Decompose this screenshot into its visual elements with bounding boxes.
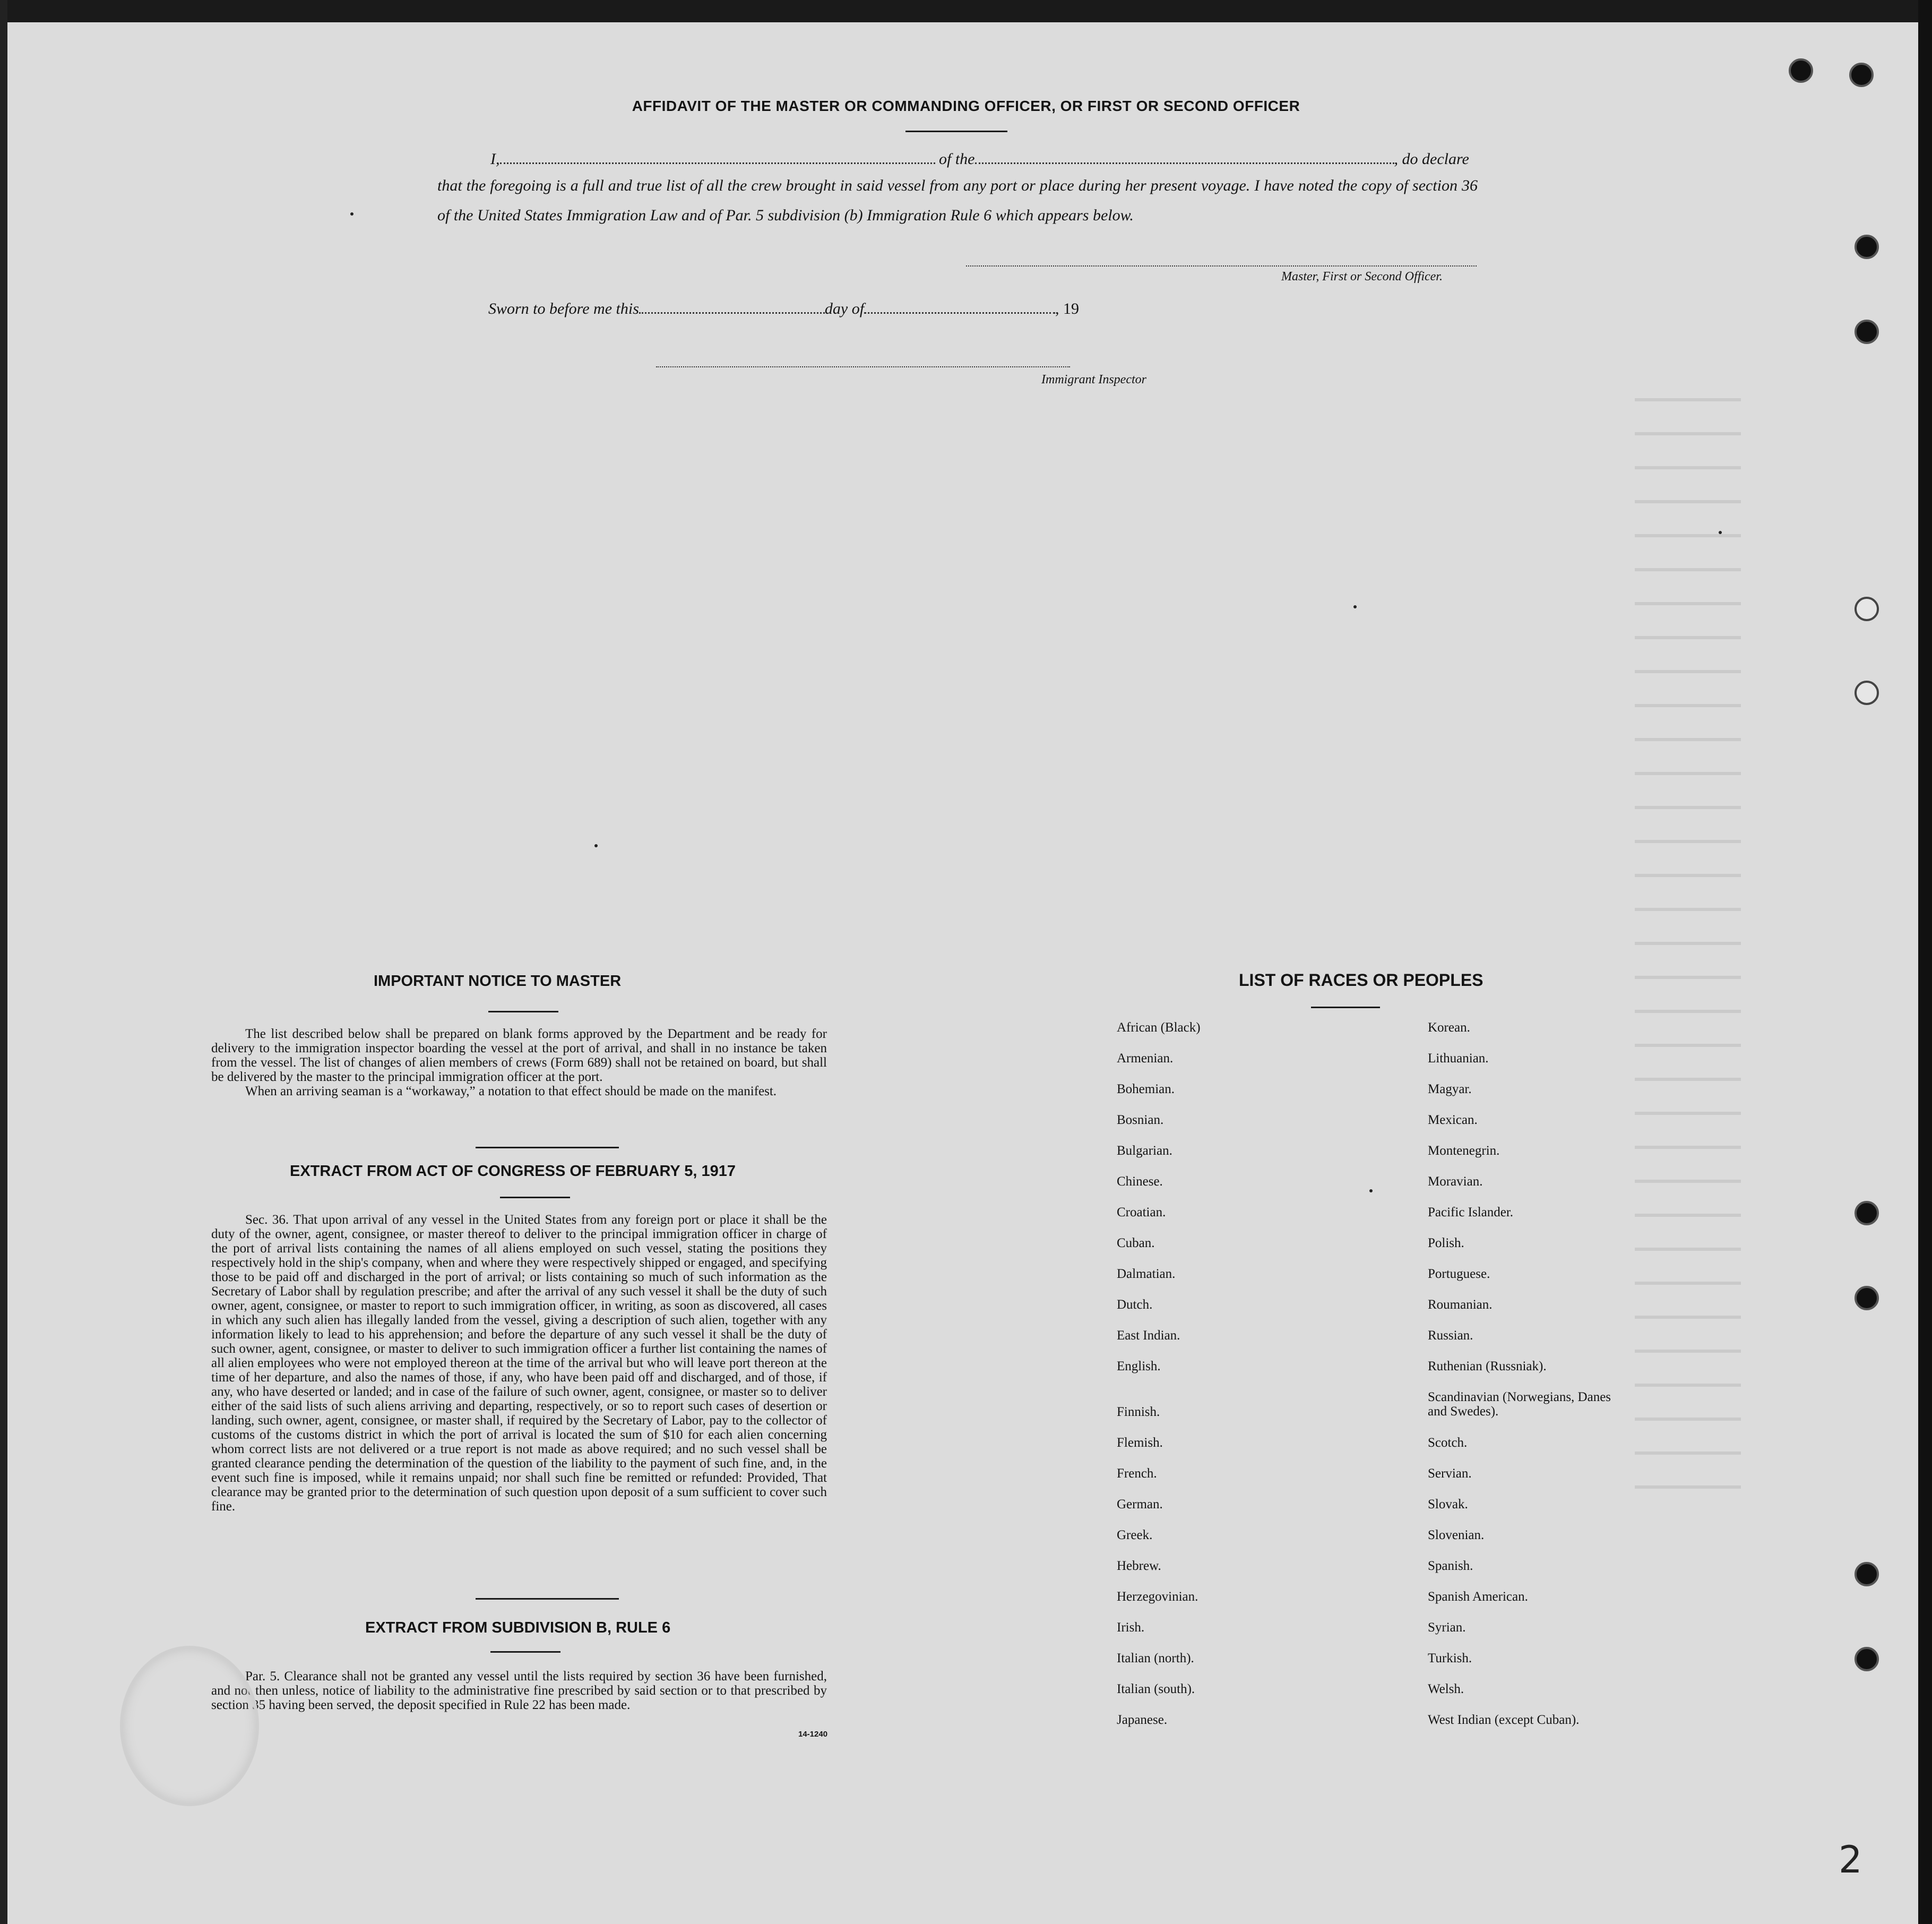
notice-title: IMPORTANT NOTICE TO MASTER xyxy=(374,973,622,990)
race-item: Montenegrin. xyxy=(1428,1144,1500,1158)
bleed-through-row xyxy=(1635,500,1741,503)
sworn-month-field[interactable] xyxy=(864,299,1055,314)
race-item: Hebrew. xyxy=(1117,1559,1161,1573)
bleed-through-row xyxy=(1635,908,1741,911)
sworn-prefix: Sworn to before me this xyxy=(488,300,639,317)
race-item: Italian (south). xyxy=(1117,1682,1195,1696)
race-item: French. xyxy=(1117,1466,1157,1481)
punch-hole-icon xyxy=(1855,681,1879,705)
race-item: East Indian. xyxy=(1117,1328,1180,1343)
sworn-day-label: day of xyxy=(824,300,865,317)
race-item: Armenian. xyxy=(1117,1051,1174,1066)
race-item: Greek. xyxy=(1117,1528,1153,1542)
race-item: Chinese. xyxy=(1117,1174,1163,1189)
race-item: Scotch. xyxy=(1428,1436,1468,1450)
race-item: German. xyxy=(1117,1497,1163,1511)
race-item: Bosnian. xyxy=(1117,1113,1164,1127)
bleed-through-row xyxy=(1635,1044,1741,1047)
bleed-through-row xyxy=(1635,432,1741,435)
bleed-through-row xyxy=(1635,1384,1741,1387)
scan-border-top xyxy=(0,0,1932,22)
handwritten-mark: 2 xyxy=(1839,1838,1862,1882)
sworn-year-label: , 19 xyxy=(1055,300,1080,317)
bleed-through-row xyxy=(1635,466,1741,469)
punch-hole-icon xyxy=(1855,235,1879,259)
vessel-prefix: of the xyxy=(939,150,975,168)
race-item: Herzegovinian. xyxy=(1117,1590,1198,1604)
race-item: Slovenian. xyxy=(1428,1528,1485,1542)
bleed-through-row xyxy=(1635,738,1741,741)
speck xyxy=(350,212,353,216)
bleed-through-row xyxy=(1635,1282,1741,1285)
signature-label: Master, First or Second Officer. xyxy=(1281,270,1443,284)
bleed-through-row xyxy=(1635,568,1741,571)
race-item: Korean. xyxy=(1428,1020,1470,1035)
title-rule xyxy=(905,131,1007,132)
race-item: Spanish. xyxy=(1428,1559,1473,1573)
bleed-through-row xyxy=(1635,1485,1741,1489)
rule6-title: EXTRACT FROM SUBDIVISION B, RULE 6 xyxy=(365,1619,671,1636)
race-item: Russian. xyxy=(1428,1328,1473,1343)
scan-border-left xyxy=(0,0,7,1924)
race-item: Polish. xyxy=(1428,1236,1464,1250)
punch-hole-icon xyxy=(1789,58,1813,83)
punch-hole-icon xyxy=(1855,1201,1879,1225)
punch-hole-icon xyxy=(1855,597,1879,621)
race-item: Bulgarian. xyxy=(1117,1144,1172,1158)
declarant-name-field[interactable] xyxy=(500,150,935,164)
race-item: Scandinavian (Norwegians, Danes and Swedes). xyxy=(1428,1390,1611,1419)
bleed-through-row xyxy=(1635,840,1741,843)
bleed-through-row xyxy=(1635,1248,1741,1251)
bleed-through-row xyxy=(1635,772,1741,775)
bleed-through-row xyxy=(1635,602,1741,605)
notice-paragraph-2: When an arriving seaman is a “workaway,” a notation to that effect should be made on the manifest. xyxy=(245,1084,777,1098)
bleed-through-row xyxy=(1635,1316,1741,1319)
rule6-paragraph: Par. 5. Clearance shall not be granted any vessel until the lists required by section 36 have been furnished, and not then unless, notice of liability to the administrative fine prescribed by said section or to that prescribed by section 35 having been served, the deposit specified in Rule 22 has been made. xyxy=(211,1669,827,1712)
scan-border-right xyxy=(1918,0,1932,1924)
race-item: Finnish. xyxy=(1117,1405,1160,1419)
race-item: Turkish. xyxy=(1428,1651,1472,1665)
race-item: Bohemian. xyxy=(1117,1082,1175,1096)
speck xyxy=(1369,1189,1373,1192)
rule6-body xyxy=(211,1669,827,1712)
bleed-through-row xyxy=(1635,636,1741,639)
bleed-through-row xyxy=(1635,398,1741,401)
notice-body xyxy=(211,1027,827,1098)
speck xyxy=(1353,605,1357,608)
act-bottom-rule xyxy=(500,1197,570,1198)
race-item: Japanese. xyxy=(1117,1713,1168,1727)
bleed-through-row xyxy=(1635,1418,1741,1421)
bleed-through-row xyxy=(1635,1112,1741,1115)
bleed-through-row xyxy=(1635,1350,1741,1353)
affidavit-statement: that the foregoing is a full and true list of all the crew brought in said vessel from any port or place during her present voyage. I have noted the copy of section 36 of the United States Immigration Law and of Par. 5 subdivision (b) Immigration Rule 6 which appears below. xyxy=(437,177,1478,224)
rule6-top-rule xyxy=(476,1598,619,1600)
act-top-rule xyxy=(476,1147,619,1148)
act-body xyxy=(211,1213,827,1514)
race-item: African (Black) xyxy=(1117,1020,1201,1035)
inspector-label: Immigrant Inspector xyxy=(1041,373,1146,386)
affidavit-title: AFFIDAVIT OF THE MASTER OR COMMANDING OFFICER, OR FIRST OR SECOND OFFICER xyxy=(632,98,1300,114)
race-item: Welsh. xyxy=(1428,1682,1464,1696)
race-item: Syrian. xyxy=(1428,1620,1466,1635)
embossed-seal-icon xyxy=(120,1646,259,1806)
race-item: English. xyxy=(1117,1359,1161,1373)
race-item: Lithuanian. xyxy=(1428,1051,1489,1066)
race-item: Irish. xyxy=(1117,1620,1145,1635)
punch-hole-icon xyxy=(1855,1286,1879,1310)
speck xyxy=(594,844,598,847)
bleed-through-row xyxy=(1635,1010,1741,1013)
notice-rule xyxy=(488,1011,558,1012)
race-item: Pacific Islander. xyxy=(1428,1205,1514,1219)
bleed-through-row xyxy=(1635,942,1741,945)
race-item: Moravian. xyxy=(1428,1174,1483,1189)
race-item: Servian. xyxy=(1428,1466,1472,1481)
affidavit-declaration-line xyxy=(490,150,1469,168)
race-item: Dutch. xyxy=(1117,1298,1153,1312)
race-item: Italian (north). xyxy=(1117,1651,1194,1665)
vessel-name-field[interactable] xyxy=(975,150,1394,164)
races-rule xyxy=(1311,1007,1380,1008)
bleed-through-row xyxy=(1635,976,1741,979)
act-title: EXTRACT FROM ACT OF CONGRESS OF FEBRUARY 5, 1917 xyxy=(290,1163,736,1180)
race-item: Flemish. xyxy=(1117,1436,1163,1450)
sworn-day-field[interactable] xyxy=(639,299,825,314)
race-item: Spanish American. xyxy=(1428,1590,1528,1604)
race-item: West Indian (except Cuban). xyxy=(1428,1713,1580,1727)
race-item: Dalmatian. xyxy=(1117,1267,1176,1281)
punch-hole-icon xyxy=(1855,320,1879,344)
bleed-through-row xyxy=(1635,1146,1741,1149)
race-item: Portuguese. xyxy=(1428,1267,1490,1281)
rule6-bottom-rule xyxy=(490,1651,560,1653)
punch-hole-icon xyxy=(1855,1562,1879,1586)
race-item: Cuban. xyxy=(1117,1236,1155,1250)
bleed-through-row xyxy=(1635,874,1741,877)
bleed-through-row xyxy=(1635,1451,1741,1455)
bleed-through-row xyxy=(1635,670,1741,673)
notice-paragraph-1: The list described below shall be prepared on blank forms approved by the Department and be ready for delivery to the immigration inspector boarding the vessel at the port of arrival, and shall in no instance be taken from the vessel. The list of changes of alien members of crews (Form 689) shall not be retained on board, but shall be delivered by the master to the principal immigration officer at the port. xyxy=(211,1027,827,1084)
bleed-through-row xyxy=(1635,1180,1741,1183)
punch-hole-icon xyxy=(1855,1647,1879,1671)
declarant-prefix: I, xyxy=(490,150,500,168)
form-number: 14-1240 xyxy=(798,1730,828,1739)
bleed-through-row xyxy=(1635,704,1741,707)
race-item: Croatian. xyxy=(1117,1205,1166,1219)
race-item: Mexican. xyxy=(1428,1113,1478,1127)
signature-line[interactable] xyxy=(966,264,1477,267)
bleed-through-row xyxy=(1635,1078,1741,1081)
races-title: LIST OF RACES OR PEOPLES xyxy=(1239,970,1484,990)
bleed-through-row xyxy=(1635,1214,1741,1217)
speck xyxy=(1719,531,1722,534)
bleed-through-row xyxy=(1635,806,1741,809)
race-item: Magyar. xyxy=(1428,1082,1472,1096)
act-section-36: Sec. 36. That upon arrival of any vessel in the United States from any foreign port or place it shall be the duty of the owner, agent, consignee, or master thereof to deliver to the principal immigration officer in charge of the port of arrival lists containing the names of all aliens employed on such vessel, stating the positions they respectively hold in the ship's company, when and where they were respectively shipped or engaged, and specifying those to be paid off and discharged in the port of arrival; or lists containing so much of such information as the Secretary of Labor shall by regulation prescribe; and after the arrival of any such vessel it shall be the duty of such owner, agent, consignee, or master to report to such immigration officer, in writing, as soon as discovered, all cases in which any such alien has illegally landed from the vessel, giving a description of such alien, together with any information likely to lead to his apprehension; and before the departure of any such vessel it shall be the duty of such owner, agent, consignee, or master to deliver to such immigration officer a further list containing the names of all alien employees who were not employed thereon at the time of the arrival but who will leave port thereon at the time of her departure, and also the names of those, if any, who have been paid off and discharged, and of those, if any, who have deserted or landed; and in case of the failure of such owner, agent, consignee, or master so to deliver either of the said lists of such aliens arriving and departing, respectively, or so to report such cases of desertion or landing, such owner, agent, consignee, or master shall, if required by the Secretary of Labor, pay to the collector of customs of the customs district in which the port of arrival is located the sum of $10 for each alien concerning whom correct lists are not delivered or a true report is not made as above required; and no such vessel shall be granted clearance pending the determination of the question of the liability to the payment of such fine, and, in the event such fine is imposed, while it remains unpaid; nor shall such fine be remitted or refunded: Provided, That clearance may be granted prior to the determination of such question upon deposit of a sum sufficient to cover such fine. xyxy=(211,1213,827,1514)
race-item: Slovak. xyxy=(1428,1497,1468,1511)
race-item: Ruthenian (Russniak). xyxy=(1428,1359,1547,1373)
race-item: Roumanian. xyxy=(1428,1298,1493,1312)
punch-hole-icon xyxy=(1849,63,1874,87)
bleed-through-row xyxy=(1635,534,1741,537)
declare-suffix: , do declare xyxy=(1394,150,1469,168)
sworn-line xyxy=(488,299,1079,318)
inspector-signature-line[interactable] xyxy=(656,365,1070,367)
